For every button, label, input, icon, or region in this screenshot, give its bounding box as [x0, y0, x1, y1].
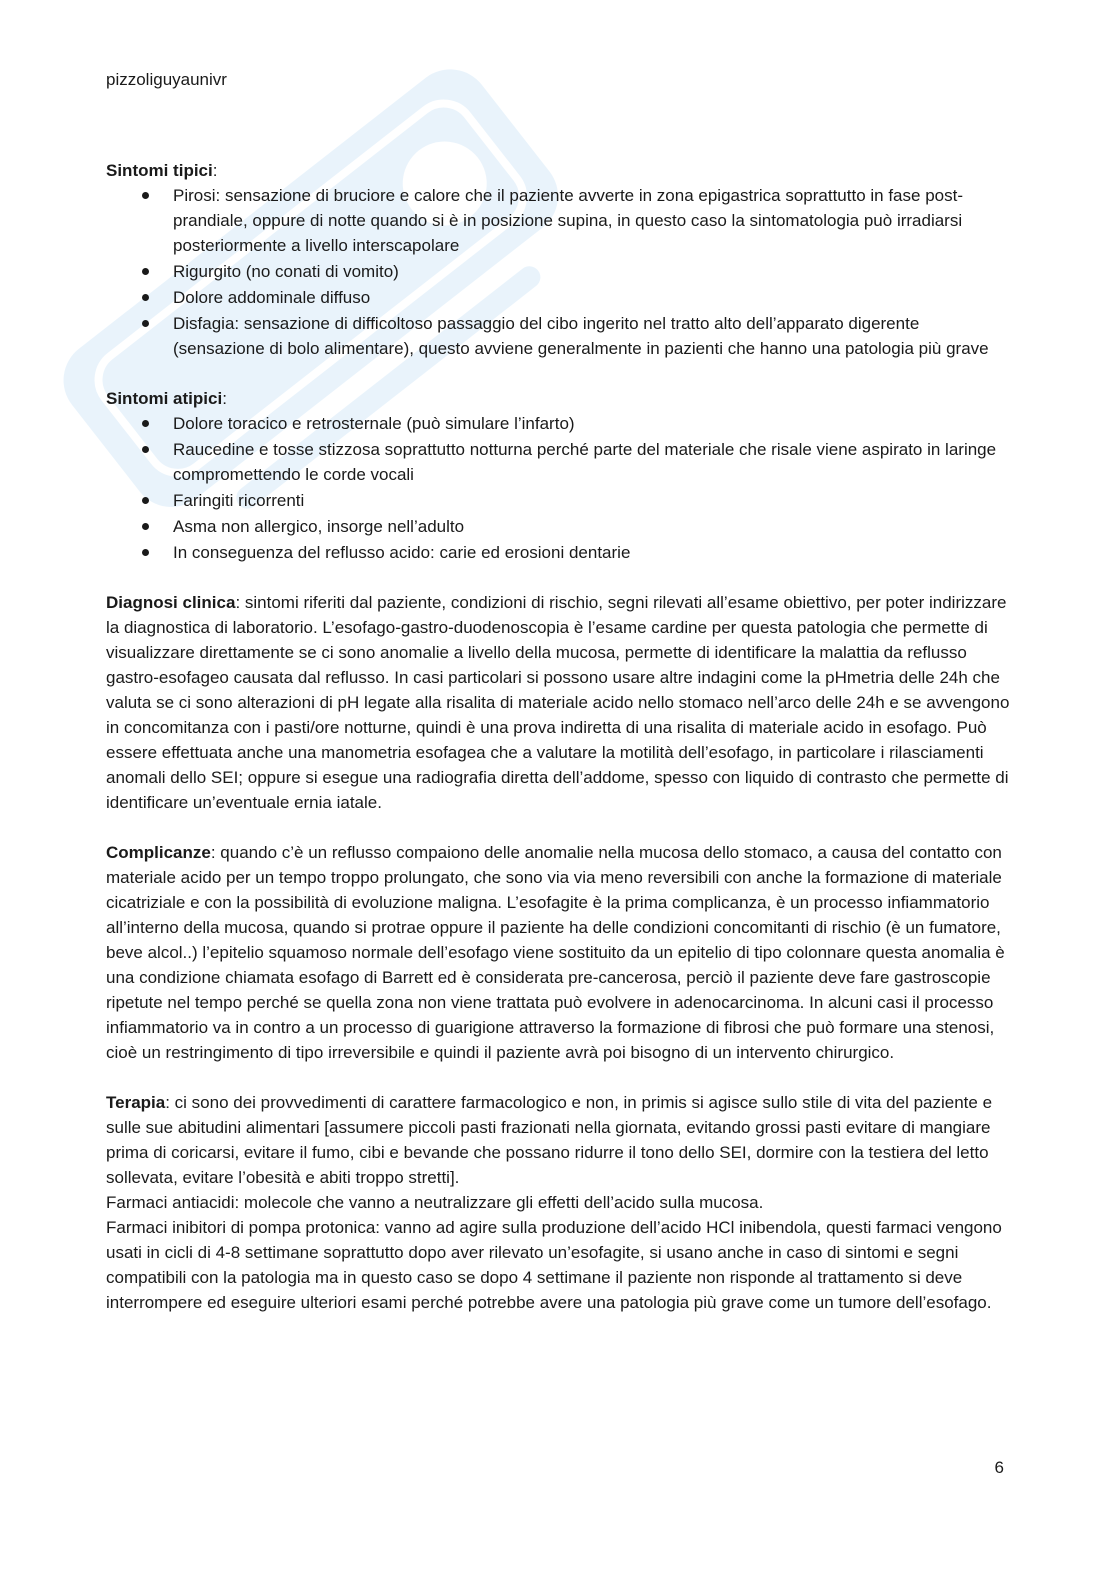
bullet-icon [142, 320, 149, 327]
terapia-text: : ci sono dei provvedimenti di carattere farmacologico e non, in primis si agisce sullo stile di vita del paziente e sulle sue abitudini alimentari [assumere piccoli pasti frazionati nella giornata, evitando grossi pasti evitare di mangiare prima di coricarsi, evitare il fumo, cibi e bevande che possano ridurre il tono dello SEI, dormire con la testiera del letto sollevata, evitare l’obesità e abiti troppo stretti]. [106, 1093, 993, 1187]
heading-sintomi-atipici: Sintomi atipici [106, 389, 223, 408]
list-item [106, 259, 1011, 284]
list-item [106, 437, 1011, 487]
paragraph-diagnosi-clinica [106, 590, 1011, 815]
heading-complicanze: Complicanze [106, 843, 211, 862]
bullet-icon [142, 420, 149, 427]
page-number: 6 [994, 1458, 1004, 1477]
bullet-icon [142, 268, 149, 275]
paragraph-farmaci-ipp: Farmaci inibitori di pompa protonica: vanno ad agire sulla produzione dell’acido HCl inibendola, questi farmaci vengono usati in cicli di 4-8 settimane soprattutto dopo aver rilevato un’esofagite, si usano anche in caso di sintomi e segni compatibili con la patologia ma in questo caso se dopo 4 settimane il paziente non risponde al trattamento si deve interrompere ed eseguire ulteriori esami perché potrebbe avere una patologia più grave come un tumore dell’esofago. [106, 1218, 1002, 1312]
list-item-text: Dolore addominale diffuso [173, 288, 371, 307]
paragraph-complicanze [106, 840, 1011, 1065]
list-item [106, 411, 1011, 436]
bullet-list [106, 411, 1011, 565]
bullet-icon [142, 294, 149, 301]
section-sintomi-atipici [106, 386, 1011, 565]
list-item [106, 183, 1011, 258]
section-heading: Sintomi tipici: [106, 161, 218, 180]
document-body [106, 158, 1011, 1315]
bullet-icon [142, 523, 149, 530]
page-header-author: pizzoliguyaunivr [106, 70, 227, 89]
diagnosi-text: : sintomi riferiti dal paziente, condizioni di rischio, segni rilevati all’esame obiettivo, per poter indirizzare la diagnostica di laboratorio. L’esofago-gastro-duodenoscopia è l’esame cardine per questa patologia che permette di visualizzare direttamente se ci sono anomalie a livello della mucosa, permette di identificare la malattia da reflusso gastro-esofageo causata dal reflusso. In casi particolari si possono usare altre indagini come la pHmetria delle 24h che valuta se ci sono alterazioni di pH legate alla risalita di materiale acido nello stomaco nell’arco delle 24h e se avvengono in concomitanza con i pasti/ore notturne, quindi è una prova indiretta di una risalita di materiale acido in esofago. Può essere effettuata anche una manometria esofagea che a valutare la motilità dell’esofago, in particolare i rilasciamenti anomali dello SEI; oppure si esegue una radiografia diretta dell’addome, spesso con liquido di contrasto che permette di identificare un’eventuale ernia iatale. [106, 593, 1010, 812]
heading-diagnosi-clinica: Diagnosi clinica [106, 593, 236, 612]
bullet-icon [142, 497, 149, 504]
bullet-icon [142, 549, 149, 556]
list-item-text: Rigurgito (no conati di vomito) [173, 262, 399, 281]
section-heading: Sintomi atipici: [106, 389, 227, 408]
complicanze-text: : quando c’è un reflusso compaiono delle anomalie nella mucosa dello stomaco, a causa del contatto con materiale acido per un tempo troppo prolungato, che sono via via meno reversibili con anche la formazione di materiale cicatriziale e con la possibilità di evoluzione maligna. L’esofagite è la prima complicanza, è un processo infiammatorio all’interno della mucosa, quando si protrae oppure il paziente ha delle condizioni concomitanti di rischio (è un fumatore, beve alcol..) l’epitelio squamoso normale dell’esofago viene sostituito da un epitelio di tipo colonnare questa anomalia è una condizione chiamata esofago di Barrett ed è considerata pre-cancerosa, perciò il paziente deve fare gastroscopie ripetute nel tempo perché se quella zona non viene trattata può evolvere in adenocarcinoma. In alcuni casi il processo infiammatorio va in contro a un processo di guarigione attraverso la formazione di fibrosi che può formare una stenosi, cioè un restringimento di tipo irreversibile e quindi il paziente avrà poi bisogno di un intervento chirurgico. [106, 843, 1005, 1062]
bullet-list [106, 183, 1011, 361]
heading-sintomi-tipici: Sintomi tipici [106, 161, 213, 180]
heading-terapia: Terapia [106, 1093, 166, 1112]
bullet-icon [142, 446, 149, 453]
list-item-text: In conseguenza del reflusso acido: carie ed erosioni dentarie [173, 543, 631, 562]
list-item-text: Raucedine e tosse stizzosa soprattutto notturna perché parte del materiale che risale viene aspirato in laringe compromettendo le corde vocali [173, 440, 997, 484]
list-item [106, 488, 1011, 513]
list-item [106, 514, 1011, 539]
paragraph-farmaci-antiacidi: Farmaci antiacidi: molecole che vanno a neutralizzare gli effetti dell’acido sulla mucosa. [106, 1193, 764, 1212]
list-item-text: Pirosi: sensazione di bruciore e calore che il paziente avverte in zona epigastrica soprattutto in fase post-prandiale, oppure di notte quando si è in posizione supina, in questo caso la sintomatologia può irradiarsi posteriormente a livello interscapolare [173, 186, 963, 255]
list-item [106, 285, 1011, 310]
list-item-text: Faringiti ricorrenti [173, 491, 305, 510]
paragraph-terapia [106, 1090, 1011, 1190]
section-sintomi-tipici [106, 158, 1011, 361]
list-item-text: Asma non allergico, insorge nell’adulto [173, 517, 465, 536]
list-item [106, 311, 1011, 361]
list-item-text: Disfagia: sensazione di difficoltoso passaggio del cibo ingerito nel tratto alto dell’apparato digerente (sensazione di bolo alimentare), questo avviene generalmente in pazienti che hanno una patologia più grave [173, 314, 989, 358]
list-item-text: Dolore toracico e retrosternale (può simulare l’infarto) [173, 414, 575, 433]
bullet-icon [142, 192, 149, 199]
list-item [106, 540, 1011, 565]
